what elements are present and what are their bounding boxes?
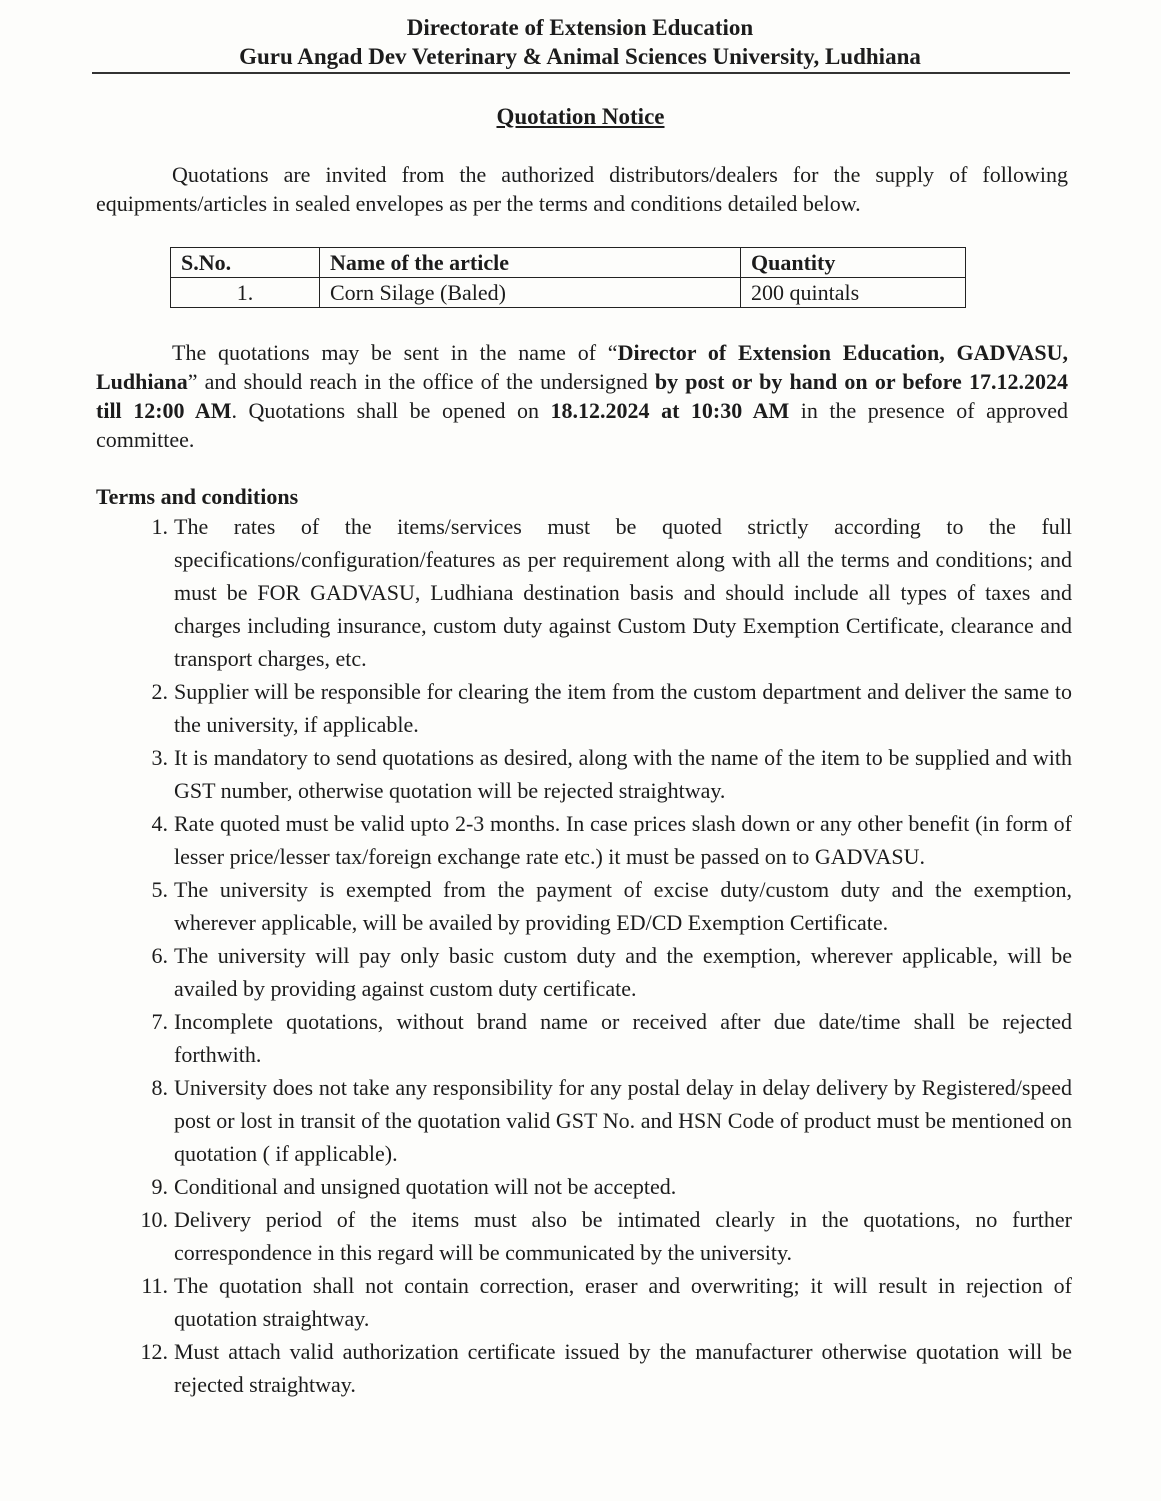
item-text: The university is exempted from the payment of excise duty/custom duty and the exemption, wherever applicable, will be availed by providing ED/CD Exemption Certificate. — [174, 877, 1072, 935]
col-header-quantity: Quantity — [741, 248, 966, 278]
item-number: 1. — [151, 514, 168, 539]
item-text: It is mandatory to send quotations as desired, along with the name of the item to be supplied and with GST number, otherwise quotation will be rejected straightway. — [174, 745, 1072, 803]
list-item — [96, 873, 1072, 939]
items-table — [170, 247, 966, 308]
terms-list — [96, 510, 1072, 1401]
submission-text-4: in the presence of approved committee. — [96, 398, 1068, 452]
addressee: Director of Extension Education, GADVASU, Ludhiana — [96, 340, 1069, 394]
item-text: Conditional and unsigned quotation will not be accepted. — [174, 1174, 677, 1199]
submission-text-3: . Quotations shall be opened on — [231, 398, 551, 423]
header-divider — [92, 72, 1070, 74]
item-text: Must attach valid authorization certificate issued by the manufacturer otherwise quotation will be rejected straightway. — [174, 1339, 1072, 1397]
item-text: The rates of the items/services must be quoted strictly according to the full specifications/configuration/features as per requirement along with all the terms and conditions; and must be FOR GADVASU, Ludhiana destination basis and should include all types of taxes and charges including insurance, custom duty against Custom Duty Exemption Certificate, clearance and transport charges, etc. — [174, 514, 1072, 671]
item-number: 12. — [140, 1339, 168, 1364]
opening-datetime: 18.12.2024 at 10:30 AM — [550, 398, 790, 423]
item-number: 6. — [151, 943, 168, 968]
submission-deadline: by post or by hand on or before 17.12.2024 till 12:00 AM — [96, 369, 1068, 423]
submission-text-1: The quotations may be sent in the name of “ — [172, 340, 618, 365]
list-item — [96, 1203, 1072, 1269]
list-item — [96, 1335, 1072, 1401]
item-number: 3. — [151, 745, 168, 770]
list-item — [96, 1170, 1072, 1203]
cell-quantity: 200 quintals — [741, 278, 966, 308]
cell-article: Corn Silage (Baled) — [320, 278, 741, 308]
item-number: 7. — [151, 1009, 168, 1034]
item-number: 10. — [140, 1207, 168, 1232]
submission-paragraph — [96, 338, 1068, 454]
submission-text-2: ” and should reach in the office of the undersigned — [187, 369, 655, 394]
item-number: 5. — [151, 877, 168, 902]
page-title: Quotation Notice — [496, 104, 665, 129]
cell-sno: 1. — [171, 278, 320, 308]
col-header-article: Name of the article — [320, 248, 741, 278]
item-text: Delivery period of the items must also be intimated clearly in the quotations, no further correspondence in this regard will be communicated by the university. — [174, 1207, 1072, 1265]
list-item — [96, 1071, 1072, 1170]
item-text: Rate quoted must be valid upto 2-3 months. In case prices slash down or any other benefit (in form of lesser price/lesser tax/foreign exchange rate etc.) it must be passed on to GADVASU. — [174, 811, 1072, 869]
list-item — [96, 1005, 1072, 1071]
directorate-name: Directorate of Extension Education — [406, 15, 754, 40]
item-number: 2. — [151, 679, 168, 704]
item-number: 4. — [151, 811, 168, 836]
list-item — [96, 675, 1072, 741]
list-item — [96, 939, 1072, 1005]
list-item — [96, 741, 1072, 807]
item-text: Incomplete quotations, without brand name or received after due date/time shall be rejected forthwith. — [174, 1009, 1072, 1067]
item-number: 9. — [151, 1174, 168, 1199]
table-header-row — [171, 248, 966, 278]
list-item — [96, 1269, 1072, 1335]
list-item — [96, 807, 1072, 873]
item-number: 11. — [141, 1273, 168, 1298]
list-item — [96, 510, 1072, 675]
terms-heading: Terms and conditions — [96, 484, 299, 509]
item-text: The quotation shall not contain correction, eraser and overwriting; it will result in rejection of quotation straightway. — [174, 1273, 1072, 1331]
col-header-sno: S.No. — [171, 248, 320, 278]
item-text: University does not take any responsibility for any postal delay in delay delivery by Registered/speed post or lost in transit of the quotation valid GST No. and HSN Code of product must be mentioned on quotation ( if applicable). — [174, 1075, 1072, 1166]
intro-paragraph: Quotations are invited from the authorized distributors/dealers for the supply of following equipments/articles in sealed envelopes as per the terms and conditions detailed below. — [96, 162, 1068, 216]
table-row — [171, 278, 966, 308]
item-number: 8. — [151, 1075, 168, 1100]
item-text: The university will pay only basic custom duty and the exemption, wherever applicable, will be availed by providing against custom duty certificate. — [174, 943, 1072, 1001]
item-text: Supplier will be responsible for clearing the item from the custom department and deliver the same to the university, if applicable. — [174, 679, 1072, 737]
university-name: Guru Angad Dev Veterinary & Animal Sciences University, Ludhiana — [239, 44, 921, 69]
